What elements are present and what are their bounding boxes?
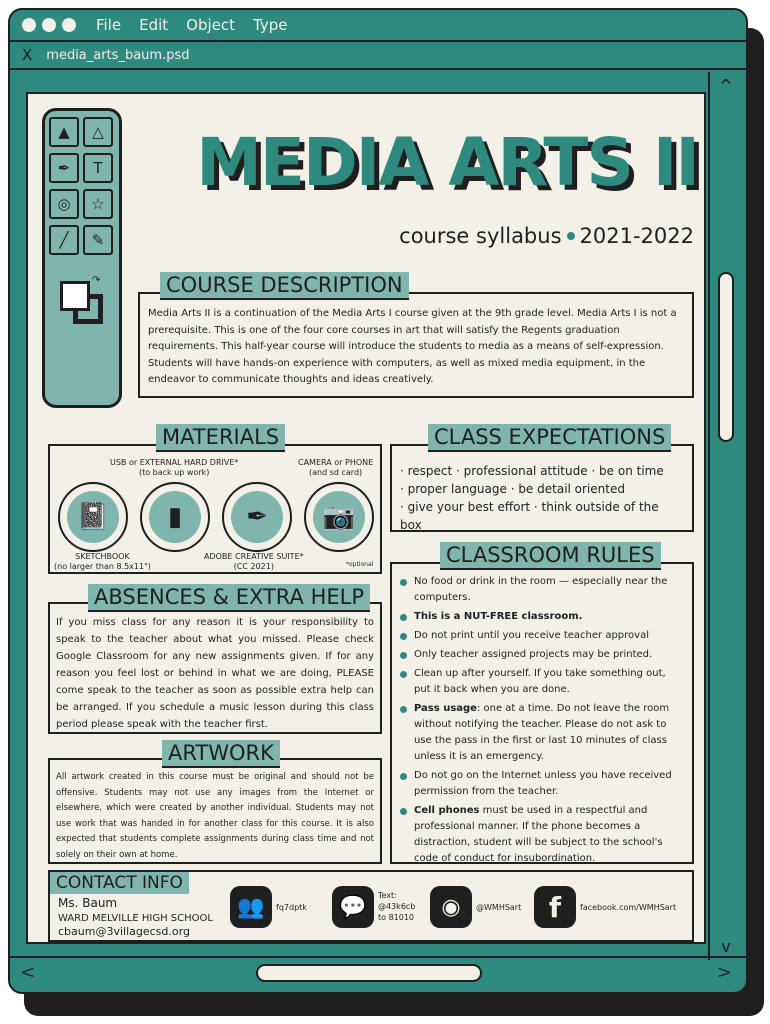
adobe-label [204, 552, 304, 572]
class-expectations-box [390, 444, 694, 532]
materials-heading: MATERIALS [156, 424, 285, 452]
usb-drive-icon: ▮ [149, 491, 201, 543]
subtitle-course-syllabus: course syllabus [399, 224, 562, 248]
rule-text: : one at a time. Do not leave the room without notifying the teacher. Please do not ask to use the pass in the first or last 10 minutes of class unless it is an emergency. [414, 703, 670, 762]
remind-info [378, 890, 415, 923]
usb-label-line1: USB or EXTERNAL HARD DRIVE* [110, 458, 239, 467]
contact-school: WARD MELVILLE HIGH SCHOOL [58, 913, 213, 924]
adobe-label-line2: (CC 2021) [233, 562, 274, 571]
rule-item [400, 701, 684, 765]
pen-tool-icon[interactable]: ✒ [49, 153, 79, 183]
remind-icon[interactable]: 💬 [332, 886, 374, 928]
artwork-heading: ARTWORK [162, 740, 280, 768]
facebook-icon[interactable]: f [534, 886, 576, 928]
rule-text: Clean up after yourself. If you take something out, put it back when you are done. [414, 668, 666, 695]
rule-item [400, 768, 684, 800]
window-maximize-dot[interactable] [62, 18, 76, 32]
window-minimize-dot[interactable] [42, 18, 56, 32]
class-expectations-heading: CLASS EXPECTATIONS [428, 424, 671, 452]
pencil-tool-icon[interactable]: ✎ [83, 225, 113, 255]
instagram-handle[interactable]: @WMHSart [476, 903, 522, 912]
document-tab-bar [10, 40, 746, 70]
expectations-line-1: · respect · professional attitude · be on time [400, 464, 664, 478]
camera-icon: 📷 [313, 491, 365, 543]
classroom-rules-box [390, 562, 694, 864]
sketchbook-label [54, 552, 151, 572]
app-window [8, 8, 748, 994]
course-description-text: Media Arts II is a continuation of the Media Arts I course given at the 9th grade level. Media Arts I is not a prerequisite. This is one of the four core courses in art that will satisfy the Regents graduation requirements. This half-year course will introduce the students to media as a means of self-expression. Students will have hands-on experience with computers, as well as mixed media equipment, in the endeavor to communicate thoughts and ideas creatively. [148, 308, 677, 385]
window-close-dot[interactable] [22, 18, 36, 32]
sketchbook-label-line1: SKETCHBOOK [75, 552, 130, 561]
select-arrow-icon[interactable]: ▲ [49, 117, 79, 147]
expectations-line-3: · give your best effort · think outside of the box [400, 500, 659, 532]
tab-filename[interactable]: media_arts_baum.psd [46, 47, 190, 63]
subtitle-separator-dot [567, 232, 575, 240]
fill-color-swatch[interactable] [60, 281, 90, 311]
contact-email[interactable]: cbaum@3villagecsd.org [58, 925, 190, 938]
contact-info-box [48, 870, 694, 942]
rule-text: Do not print until you receive teacher approval [414, 630, 649, 641]
rule-bold: Pass usage [414, 703, 477, 714]
menu-file[interactable]: File [96, 16, 122, 34]
spiral-tool-icon[interactable]: ◎ [49, 189, 79, 219]
page-subtitle [399, 224, 694, 248]
rule-item [400, 628, 684, 644]
remind-line-2: @43k6cb [378, 902, 416, 911]
adobe-circle [222, 482, 292, 552]
vertical-scroll-thumb[interactable] [718, 272, 734, 442]
camera-label-line1: CAMERA or PHONE [298, 458, 374, 467]
remind-line-1: Text: [378, 891, 397, 900]
google-classroom-icon[interactable]: 👥 [230, 886, 272, 928]
camera-circle [304, 482, 374, 552]
pen-nib-icon: ✒ [231, 491, 283, 543]
scroll-left-icon[interactable]: < [20, 962, 36, 983]
course-description-heading: COURSE DESCRIPTION [160, 272, 409, 300]
scroll-up-icon[interactable]: ^ [719, 76, 733, 95]
materials-box [48, 444, 382, 574]
horizontal-scroll-thumb[interactable] [256, 964, 482, 982]
tab-close-icon[interactable]: X [22, 46, 33, 64]
course-description-box [138, 292, 694, 398]
expectations-line-2: · proper language · be detail oriented [400, 482, 625, 496]
rule-item [400, 647, 684, 663]
rule-text: must be used in a respectful and professional manner. If the phone becomes a distraction, student will be subject to the school's code of conduct for insubordination. [414, 805, 663, 864]
classroom-rules-heading: CLASSROOM RULES [440, 542, 661, 570]
contact-info-heading: CONTACT INFO [50, 872, 189, 894]
type-tool-icon[interactable]: T [83, 153, 113, 183]
menu-object[interactable]: Object [186, 16, 236, 34]
rule-bold: Cell phones [414, 805, 480, 816]
direct-select-icon[interactable]: △ [83, 117, 113, 147]
rule-item [400, 609, 684, 625]
vertical-scrollbar[interactable] [708, 72, 742, 960]
camera-label [298, 458, 373, 478]
classroom-code: fq7dptk [276, 903, 307, 912]
page-title: MEDIA ARTS II [196, 124, 698, 201]
classroom-rules-list [400, 574, 684, 867]
rule-item [400, 666, 684, 698]
swap-colors-icon[interactable]: ↷ [92, 275, 101, 286]
absences-text: If you miss class for any reason it is your responsibility to speak to the teacher about what you missed. Please check Google Classroom for any new assignments given. If for any reason you feel lost or behind in what we are doing, PLEASE come speak to the teacher as soon as possible extra help can be arranged. If you schedule a music lesson during this class period please speak with the teacher first. [56, 617, 374, 730]
horizontal-scrollbar[interactable] [10, 956, 746, 988]
usb-label [110, 458, 238, 478]
rule-bold: This is a NUT-FREE classroom. [414, 611, 583, 622]
rule-text: Do not go on the Internet unless you have received permission from the teacher. [414, 770, 672, 797]
rule-item [400, 574, 684, 606]
sketchbook-circle [58, 482, 128, 552]
artwork-text: All artwork created in this course must be original and should not be offensive. Students may not use any images from the Internet or elsewhere, which were created by another individual. Students may not use work that was handed in for another class for this course. It is also expected that students complete assignments during class time and not solely on their own at home. [56, 772, 374, 860]
adobe-label-line1: ADOBE CREATIVE SUITE* [204, 552, 304, 561]
contact-name: Ms. Baum [58, 896, 118, 910]
menu-bar [10, 10, 746, 40]
optional-note: *optional [346, 561, 374, 568]
usb-label-line2: (to back up work) [138, 468, 210, 477]
absences-heading: ABSENCES & EXTRA HELP [88, 584, 370, 612]
usb-circle [140, 482, 210, 552]
scroll-down-icon[interactable]: v [721, 937, 731, 956]
remind-line-3: to 81010 [378, 913, 415, 922]
rule-text: Only teacher assigned projects may be printed. [414, 649, 653, 660]
menu-edit[interactable]: Edit [139, 16, 169, 34]
rule-text: No food or drink in the room — especially near the computers. [414, 576, 668, 603]
subtitle-year: 2021-2022 [579, 224, 694, 248]
rule-item [400, 803, 684, 867]
artwork-box [48, 758, 382, 864]
star-tool-icon[interactable]: ☆ [83, 189, 113, 219]
tool-palette [42, 108, 122, 408]
instagram-icon[interactable]: ◉ [430, 886, 472, 928]
brush-tool-icon[interactable]: ╱ [49, 225, 79, 255]
scroll-right-icon[interactable]: > [716, 962, 732, 983]
absences-box [48, 602, 382, 734]
camera-label-line2: (and sd card) [309, 468, 363, 477]
document-canvas [26, 92, 706, 944]
facebook-url[interactable]: facebook.com/WMHSart [580, 903, 677, 912]
sketchbook-icon: 📓 [67, 491, 119, 543]
sketchbook-label-line2: (no larger than 8.5x11") [54, 562, 151, 571]
menu-type[interactable]: Type [253, 16, 288, 34]
